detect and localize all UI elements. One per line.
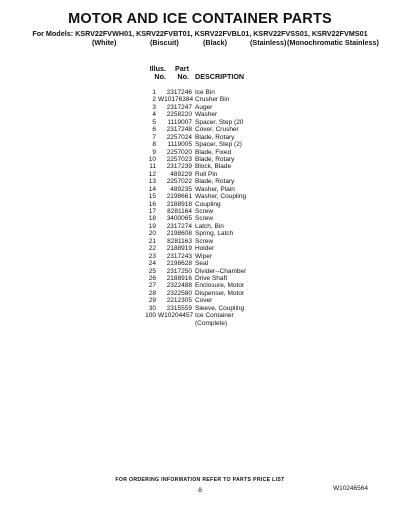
parts-row [0,215,400,222]
part-description: Roll Pin [195,170,218,178]
part-description: Screw [195,215,214,223]
part-number: 2257020 [166,148,192,156]
illus-number: 21 [148,237,156,245]
illus-number: 16 [148,200,156,208]
part-description: Screw [195,237,214,245]
illus-number: 28 [148,289,156,297]
part-description: Screw [195,208,214,215]
parts-row [0,134,400,141]
part-number: 2317247 [166,103,192,111]
part-description: Wiper [195,252,212,260]
models-line: For Models: KSRV22FVWH01, KSRV22FVBT01, KSRV22FVBL01, KSRV22FVSS01, KSRV22FVMS01 [32,29,368,38]
illus-number: 1 [152,89,156,96]
parts-row [0,163,400,170]
illus-number: 14 [148,185,156,193]
parts-row [0,230,400,237]
parts-row [0,312,400,319]
parts-row [0,119,400,126]
part-number: 1119007 [167,118,192,126]
parts-row [0,208,400,215]
parts-row [0,260,400,267]
illus-number: 22 [148,245,156,253]
illus-number: 3 [152,103,156,111]
illus-number: 5 [152,118,156,126]
part-number: W10204457 [158,312,194,320]
part-description: Crusher Bin [195,96,230,104]
illus-number: 4 [152,111,156,119]
part-number: 2317246 [166,89,192,96]
part-description: Seal [195,260,209,268]
part-description: Washer [195,111,218,119]
illus-number: 10 [148,155,156,163]
illus-number: 23 [148,252,156,260]
part-number: 3400065 [166,215,192,223]
parts-row [0,104,400,111]
parts-row [0,156,400,163]
part-description: Block, Blade [195,163,232,171]
parts-row [0,126,400,133]
finish-label: (Biscuit) [150,38,179,47]
column-header-part: Part No. [175,64,189,81]
part-description: Spacer, Step (2) [195,141,242,149]
part-number: 2188916 [166,274,192,282]
illus-number: 27 [148,282,156,290]
parts-row [0,268,400,275]
document-number: W10246564 [332,485,368,492]
part-number: 2315559 [166,304,192,312]
illus-number: 30 [148,304,156,312]
part-number: 2257024 [166,133,192,141]
illus-number: 19 [148,222,156,230]
part-description: Spacer, Step (20 [195,118,244,126]
illus-number: 15 [148,193,156,201]
finish-label: (White) [92,38,117,47]
parts-row [0,305,400,312]
part-description: Sleeve, Coupling [195,304,245,312]
part-number: 1119005 [167,141,192,149]
ordering-note: FOR ORDERING INFORMATION REFER TO PARTS PRICE LIST [115,477,285,483]
illus-number: 29 [148,297,156,305]
parts-row [0,275,400,282]
illus-number: 12 [148,170,156,178]
illus-number: 24 [148,260,156,268]
illus-number: 26 [148,274,156,282]
parts-row [0,186,400,193]
parts-row [0,290,400,297]
part-number: 8281164 [167,208,192,215]
part-description: Blade, Rotary [195,155,235,163]
part-description: Blade, Rotary [195,178,235,186]
part-description: Dispenser, Motor [195,289,245,297]
part-number: 2257022 [166,178,192,186]
part-number: 2322580 [166,289,192,297]
parts-row [0,253,400,260]
parts-list [0,89,400,327]
part-description: Washer, Coupling [195,193,247,201]
illus-number: 7 [152,133,156,141]
parts-row [0,171,400,178]
part-description: Divider--Chamber [195,267,247,275]
part-number: 2317274 [166,222,192,230]
parts-row [0,193,400,200]
part-number: 2317248 [166,126,192,134]
part-number: 2257023 [166,155,192,163]
part-number: 2188918 [166,200,192,208]
part-number: 2258220 [166,111,192,119]
part-number: 489229 [170,170,192,178]
page-title: MOTOR AND ICE CONTAINER PARTS [68,11,332,27]
column-header-description: DESCRIPTION [195,72,245,81]
parts-row [0,149,400,156]
parts-row [0,282,400,289]
parts-row [0,111,400,118]
illus-number: 17 [148,208,156,215]
parts-row [0,245,400,252]
illus-number: 100 [145,312,156,320]
part-number: 2322488 [166,282,192,290]
part-description: Blade, Rotary [195,133,235,141]
finish-label: (Stainless) [250,38,287,47]
part-description: Washer, Plain [195,185,235,193]
finish-labels [0,38,400,47]
part-description: Spring, Latch [195,230,234,238]
part-description: Enclosure, Motor [195,282,245,290]
parts-row [0,223,400,230]
illus-number: 25 [148,267,156,275]
parts-row [0,297,400,304]
part-number: 8281163 [167,237,192,245]
part-number: 2317239 [166,163,192,171]
part-description: Auger [195,103,213,111]
illus-number: 9 [152,148,156,156]
part-number: 2198628 [166,260,192,268]
illus-number: 8 [152,141,156,149]
part-description: Drive Shaft [195,274,228,282]
part-description: Latch, Bin [195,222,224,230]
parts-row [0,141,400,148]
part-number: 2198661 [166,193,192,201]
parts-row [0,178,400,185]
part-description: Holder [195,245,215,253]
column-header-illus: Illus. No. [149,64,166,81]
part-description: Coupling [195,200,221,208]
part-description: Ice Container [195,312,234,320]
parts-row [0,238,400,245]
parts-row [0,89,400,96]
illus-number: 11 [149,163,156,171]
illus-number: 18 [148,215,156,223]
finish-label: (Monochromatic Stainless) [287,38,379,47]
illus-number: 6 [152,126,156,134]
part-number: 2212305 [166,297,192,305]
page-number: 8 [198,487,202,494]
part-description: Cover, Crusher [195,126,239,134]
part-number: 2317250 [166,267,192,275]
part-description: Ice Bin [195,89,215,96]
illus-number: 20 [148,230,156,238]
part-number: 2198608 [166,230,192,238]
part-description: Cover [195,297,213,305]
part-description-continuation: (Complete) [195,319,228,327]
finish-label: (Black) [203,38,227,47]
part-description: Blade, Fixed [195,148,232,156]
parts-row [0,201,400,208]
part-number: 2188919 [166,245,192,253]
part-number: W10176384 [158,96,194,104]
illus-number: 13 [148,178,156,186]
part-number: 2317243 [166,252,192,260]
part-number: 489235 [170,185,192,193]
parts-row [0,96,400,103]
illus-number: 2 [152,96,156,104]
